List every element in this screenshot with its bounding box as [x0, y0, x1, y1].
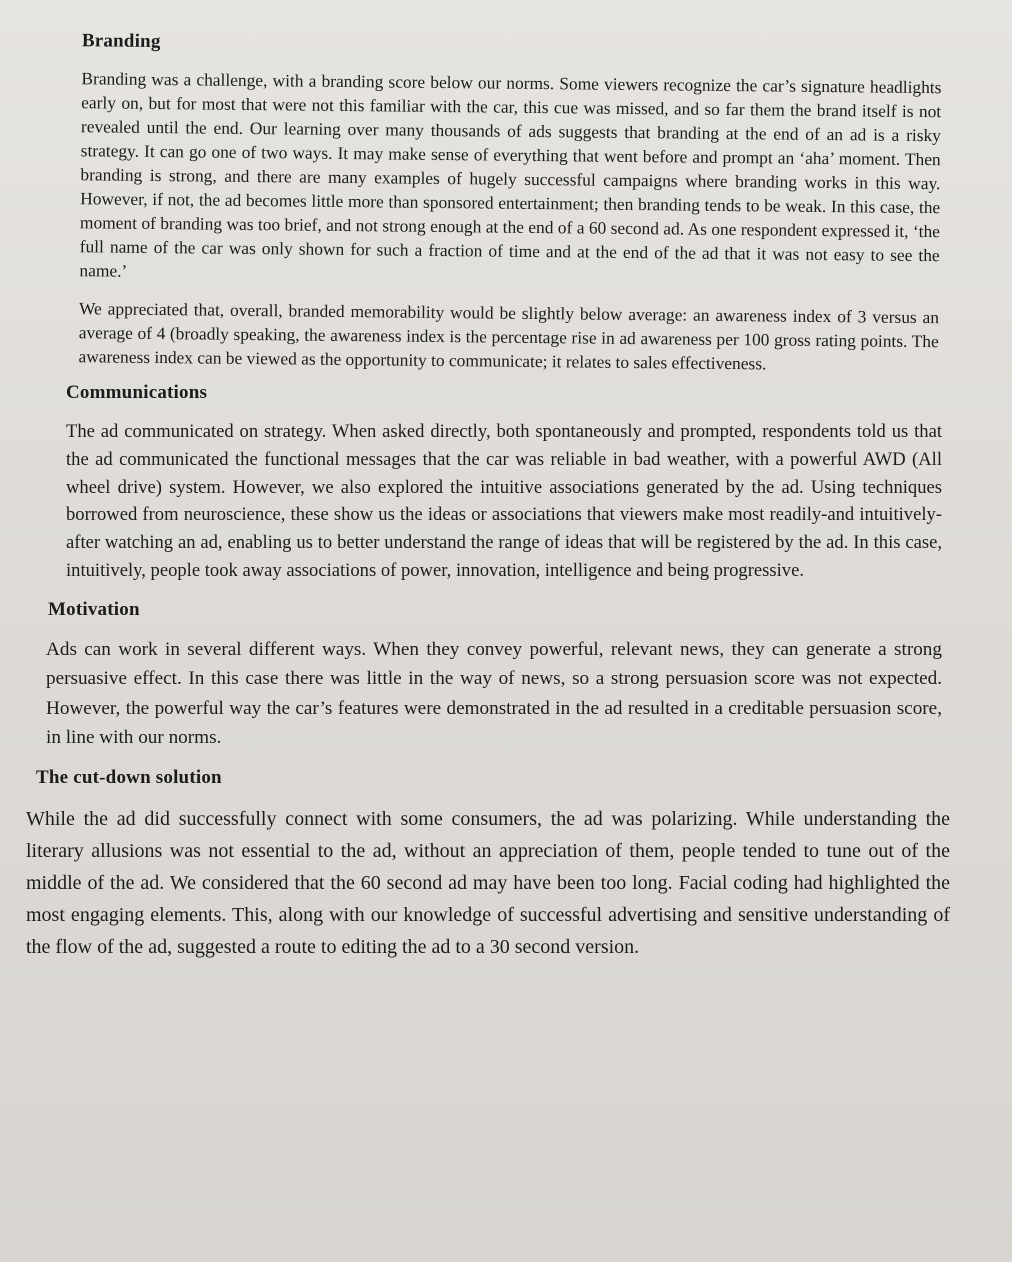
heading-branding: Branding — [81, 30, 161, 53]
section-communications — [60, 382, 942, 585]
section-motivation — [46, 598, 942, 753]
section-branding — [56, 30, 941, 377]
paragraph-branding-2: We appreciated that, overall, branded memorability would be slightly below average: an awareness index of 3 versus an average of 4 (broadly speaking, the awareness index is the percentage rise in ad awareness per 100 gross rating points. The awareness index can be viewed as the opportunity to communicate; it relates to sales effectiveness. — [78, 298, 940, 374]
heading-communications: Communications — [66, 382, 208, 403]
paragraph-motivation-1: Ads can work in several different ways. When they convey powerful, relevant news, they can generate a strong persuasive effect. In this case there was little in the way of news, so a strong persuasion score was not expected. However, the powerful way the car’s features were demonstrated in the ad resulted in a creditable persuasion score, in line with our norms. — [46, 638, 942, 749]
paragraph-cutdown-1: While the ad did successfully connect with some consumers, the ad was polarizing. While understanding the literary allusions was not essential to the ad, without an appreciation of them, people tended to tune out of the middle of the ad. We considered that the 60 second ad may have been too long. Facial coding had highlighted the most engaging elements. This, along with our knowledge of successful advertising and sensitive understanding of the flow of the ad, suggested a route to editing the ad to a 30 second version. — [26, 807, 950, 958]
heading-motivation: Motivation — [48, 598, 140, 620]
heading-cutdown-solution: The cut-down solution — [36, 766, 222, 788]
paragraph-branding-1: Branding was a challenge, with a branding score below our norms. Some viewers recognize the car’s signature headlights early on, but for most that were not this familiar with the car, this cue was missed, and so far them the brand itself is not revealed until the end. Our learning over many thousands of ads suggests that branding at the end of an ad is a risky strategy. It can go one of two ways. It may make sense of everything that went before and prompt an ‘aha’ moment. Then branding is strong, and there are many examples of hugely successful campaigns where branding works in this way. However, if not, the ad becomes little more than sponsored entertainment; then branding tends to be weak. In this case, the moment of branding was too brief, and not strong enough at the end of a 60 second ad. As one respondent expressed it, ‘the full name of the car was only shown for such a fraction of time and at the end of the ad that it was not easy to see the name.’ — [79, 68, 942, 281]
paragraph-communications-1: The ad communicated on strategy. When asked directly, both spontaneously and prompted, respondents told us that the ad communicated the functional messages that the car was reliable in bad weather, with a powerful AWD (All wheel drive) system. However, we also explored the intuitive associations generated by the ad. Using techniques borrowed from neuroscience, these show us the ideas or associations that viewers make most readily-and intuitively-after watching an ad, enabling us to better understand the range of ideas that will be registered by the ad. In this case, intuitively, people took away associations of power, innovation, intelligence and being progressive. — [66, 421, 942, 581]
section-cutdown-solution — [26, 766, 950, 963]
